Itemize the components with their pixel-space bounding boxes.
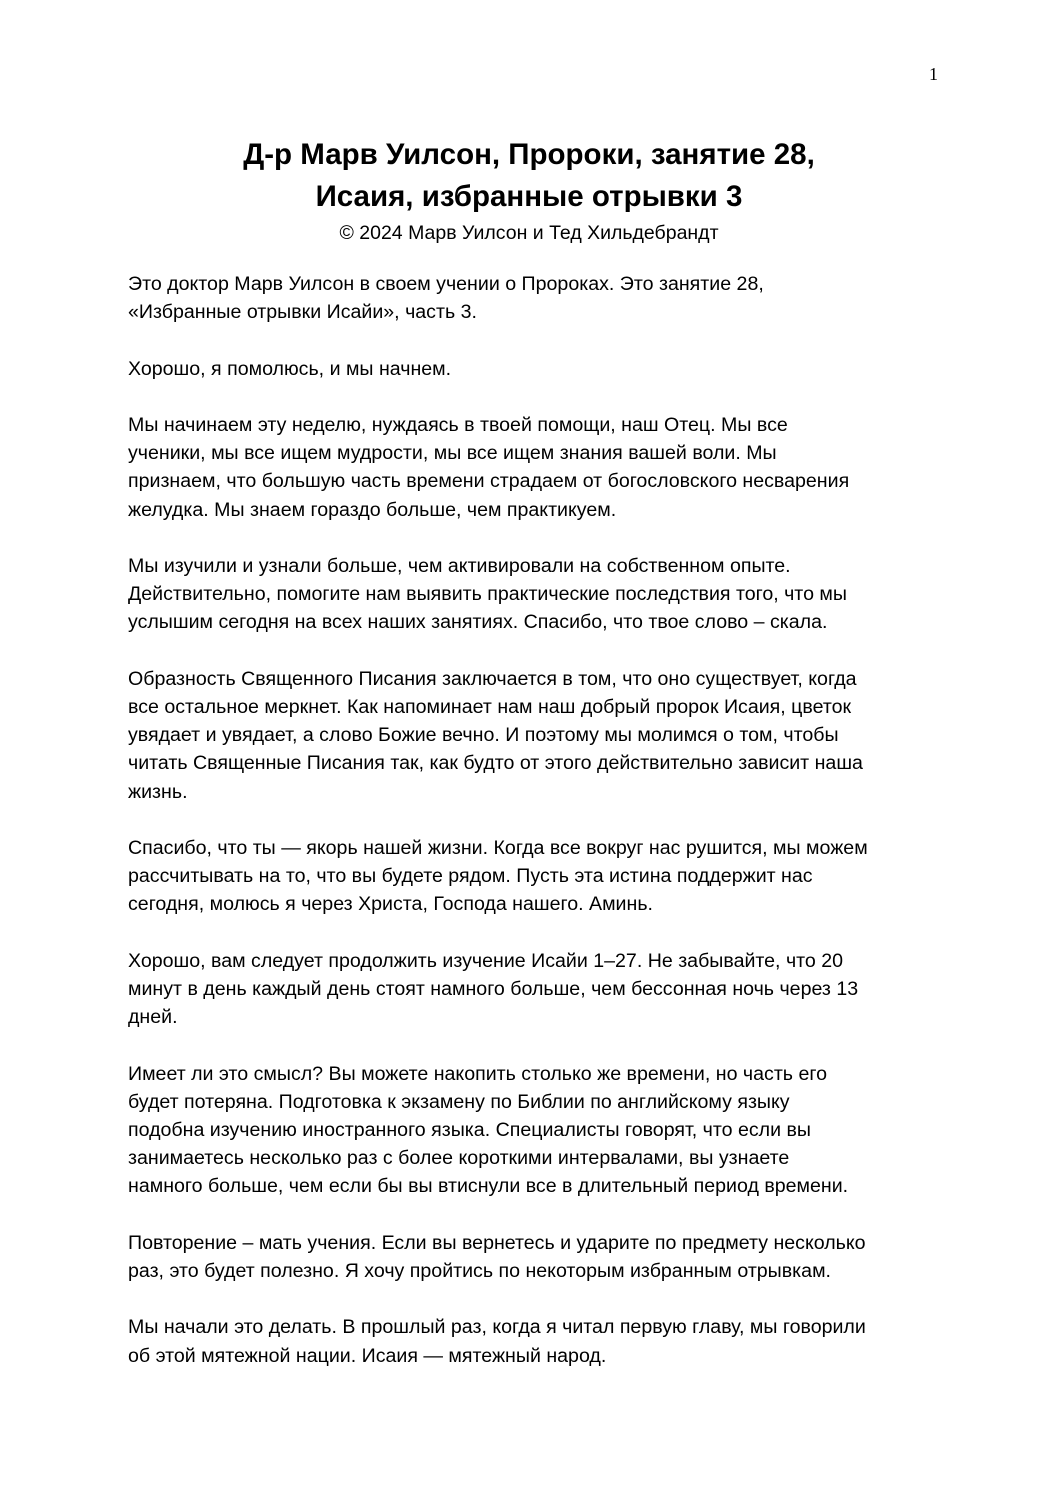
document-title-line: Д-р Марв Уилсон, Пророки, занятие 28, xyxy=(243,138,815,171)
paragraph-line: услышим сегодня на всех наших занятиях. Спасибо, что твое слово – скала. xyxy=(128,611,828,634)
paragraph-line: рассчитывать на то, что вы будете рядом. Пусть эта истина поддержит нас xyxy=(128,865,813,888)
paragraph xyxy=(128,947,933,1032)
document-body xyxy=(128,270,933,1398)
paragraph-line: Образность Священного Писания заключается в том, что оно существует, когда xyxy=(128,667,857,690)
paragraph-line: Мы начали это делать. В прошлый раз, когда я читал первую главу, мы говорили xyxy=(128,1316,866,1339)
paragraph-line: Хорошо, вам следует продолжить изучение Исайи 1–27. Не забывайте, что 20 xyxy=(128,949,844,972)
paragraph-line: Хорошо, я помолюсь, и мы начнем. xyxy=(128,357,452,380)
paragraph-line: дней. xyxy=(128,1006,178,1029)
paragraph xyxy=(128,834,933,919)
paragraph-line: Мы изучили и узнали больше, чем активировали на собственном опыте. xyxy=(128,554,791,577)
paragraph xyxy=(128,552,933,637)
paragraph-line: ученики, мы все ищем мудрости, мы все ищем знания вашей воли. Мы xyxy=(128,442,777,465)
paragraph xyxy=(128,1313,933,1369)
paragraph-line: Имеет ли это смысл? Вы можете накопить столько же времени, но часть его xyxy=(128,1062,827,1085)
copyright-notice: © 2024 Марв Уилсон и Тед Хильдебрандт xyxy=(339,222,719,244)
paragraph-line: намного больше, чем если бы вы втиснули все в длительный период времени. xyxy=(128,1175,849,1198)
paragraph-line: минут в день каждый день стоят намного больше, чем бессонная ночь через 13 xyxy=(128,977,859,1000)
paragraph-line: Мы начинаем эту неделю, нуждаясь в твоей помощи, наш Отец. Мы все xyxy=(128,413,788,436)
document-header xyxy=(100,134,958,246)
paragraph-line: сегодня, молюсь я через Христа, Господа нашего. Аминь. xyxy=(128,893,653,916)
paragraph xyxy=(128,1229,933,1285)
paragraph-line: занимаетесь несколько раз с более короткими интервалами, вы узнаете xyxy=(128,1147,790,1170)
paragraph-line: читать Священные Писания так, как будто от этого действительно зависит наша xyxy=(128,752,863,775)
document-title-line: Исаия, избранные отрывки 3 xyxy=(315,180,743,213)
paragraph xyxy=(128,270,933,326)
paragraph-line: Спасибо, что ты — якорь нашей жизни. Когда все вокруг нас рушится, мы можем xyxy=(128,836,868,859)
paragraph-line: «Избранные отрывки Исайи», часть 3. xyxy=(128,301,477,324)
paragraph-line: Действительно, помогите нам выявить практические последствия того, что мы xyxy=(128,583,847,606)
paragraph-line: будет потеряна. Подготовка к экзамену по Библии по английскому языку xyxy=(128,1090,790,1113)
paragraph-line: все остальное меркнет. Как напоминает нам наш добрый пророк Исаия, цветок xyxy=(128,695,852,718)
paragraph-line: жизнь. xyxy=(128,780,188,803)
paragraph-line: подобна изучению иностранного языка. Специалисты говорят, что если вы xyxy=(128,1118,811,1141)
paragraph-line: Это доктор Марв Уилсон в своем учении о Пророках. Это занятие 28, xyxy=(128,273,764,295)
paragraph xyxy=(128,1060,933,1201)
paragraph xyxy=(128,355,933,383)
paragraph-line: признаем, что большую часть времени страдаем от богословского несварения xyxy=(128,470,850,493)
page-number: 1 xyxy=(929,64,938,84)
paragraph-line: раз, это будет полезно. Я хочу пройтись по некоторым избранным отрывкам. xyxy=(128,1259,831,1282)
paragraph xyxy=(128,411,933,524)
paragraph xyxy=(128,665,933,806)
paragraph-line: желудка. Мы знаем гораздо больше, чем практикуем. xyxy=(128,498,617,521)
paragraph-line: увядает и увядает, а слово Божие вечно. И поэтому мы молимся о том, чтобы xyxy=(128,724,839,747)
paragraph-line: об этой мятежной нации. Исаия — мятежный народ. xyxy=(128,1344,607,1367)
paragraph-line: Повторение – мать учения. Если вы вернетесь и ударите по предмету несколько xyxy=(128,1231,866,1254)
